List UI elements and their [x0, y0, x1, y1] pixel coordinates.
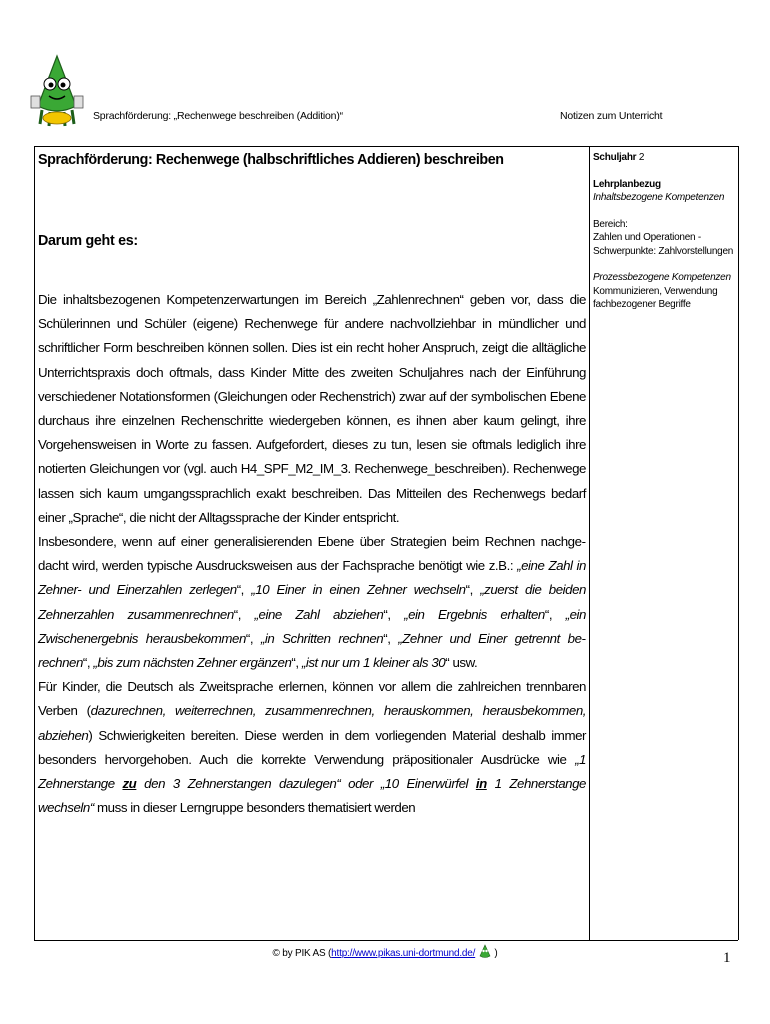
preposition-in: in — [475, 776, 487, 792]
schuljahr-value: 2 — [636, 152, 645, 163]
pikas-logo-icon — [28, 54, 86, 128]
prozess-heading: Prozessbezogene Kompetenzen — [593, 272, 731, 283]
sidebar-notes — [593, 151, 737, 312]
footer-copyright: © by PIK AS ( — [272, 948, 332, 959]
page-number: 1 — [723, 950, 731, 966]
running-header-title: Sprachförderung: „Rechenwege beschreiben (Addition)“ — [93, 110, 343, 122]
example-1: „1 Zehnerstange — [38, 751, 586, 792]
example-3: 1 Zehnerstange wechseln“ — [38, 776, 587, 816]
bereich-line-1: Zahlen und Operationen - — [593, 232, 701, 243]
phrase: „ist nur um 1 kleiner als 30 — [301, 655, 446, 671]
body-text — [38, 288, 586, 820]
paragraph-3-end: muss in dieser Lerngruppe besonders thematisiert werden — [93, 800, 416, 816]
schuljahr-label: Schuljahr — [593, 152, 637, 163]
paragraph-2: Insbesondere, wenn auf einer generalisierenden Ebene über Strategien beim Rechnen nachgedacht wird, werden typische Ausdrucksweisen aus der Fachsprache benötigt wie z.B.: „eine Zahl in Zehner- und Einerzahlen zerlegen“, „10 Einer in einen Zehner wechseln“, „zuerst die beiden Zehnerzahlen zusammenrechnen“, „eine Zahl abziehen“, „ein Ergebnis erhalten“, „ein Zwischenergebnis herausbekommen“, „in Schritten rechnen“, „Zehner und Einer getrennt berechnen“, „bis zum nächsten Zehner ergänzen“, „ist nur um 1 kleiner als 30“ usw. — [38, 534, 586, 671]
prozess-line-1: Kommunizieren, Verwendung — [593, 285, 718, 297]
table-column-divider — [589, 146, 590, 940]
paragraph-3-start: Für Kinder, die Deutsch als Zweitsprache erlernen, können vor allem die zahlreichen trennbaren Verben ( — [38, 679, 586, 719]
bereich-line-2: Schwerpunkte: Zahlvorstellungen — [593, 245, 734, 257]
phrase: „ein Zwischenergebnis herausbekommen — [38, 606, 586, 646]
phrase: „eine Zahl in Zehner- und Einerzahlen zerlegen — [38, 558, 586, 598]
pikas-link[interactable]: http://www.pikas.uni-dortmund.de/ — [331, 948, 476, 959]
paragraph-2-intro: Insbesondere, wenn auf einer generalisierenden Ebene über Strategien beim Rechnen nachgedacht wird, werden typische Ausdrucksweisen aus der Fachsprache benötigt wie z.B.: — [38, 534, 586, 574]
paragraph-3-middle: ) Schwierigkeiten bereiten. Diese werden in dem vorliegenden Material deshalb immer besonders hervorgehoben. Auch die korrekte Verwendung präpositionaler Ausdrücke wie — [38, 727, 586, 767]
phrase: „bis zum nächsten Zehner ergänzen — [93, 655, 292, 671]
table-top-border — [34, 146, 738, 147]
example-2: den 3 Zehnerstangen dazulegen“ oder „10 Einerwürfel — [136, 776, 476, 792]
page-footer — [0, 944, 770, 960]
lehrplan-heading: Lehrplanbezug — [593, 178, 661, 190]
phrase: „zuerst die beiden Zehnerzahlen zusammenrechnen — [38, 582, 586, 622]
prozess-line-2: fachbezogener Begriffe — [593, 299, 691, 310]
paragraph-1: Die inhaltsbezogenen Kompetenzerwartungen im Bereich „Zahlenrechnen“ geben vor, dass die Schülerinnen und Schüler (eigene) Rechenwege für andere nachvollziehbar in mündlicher und schriftlicher Form beschreiben können sollen. Dies ist ein recht hoher Anspruch, zeigt die alltägliche Unterrichtspraxis doch oftmals, dass Kinder Mitte des zweiten Schuljahres nach der Einführung verschiedener Notationsformen (Gleichungen oder Rechenstrich) zwar auf der symbolischen Ebene durchaus ihre einzelnen Rechenschritte wiedergeben können, es ihnen aber kaum gelingt, ihre Vorgehensweisen in Worte zu fassen. Aufgefordert, dieses zu tun, lesen sie oftmals lediglich ihre notierten Gleichungen vor (vgl. auch H4_SPF_M2_IM_3. Rechenwege_beschreiben). Rechenwege lassen sich kaum umgangssprachlich exakt beschreiben. Das Mitteilen des Rechenwegs bedarf einer „Sprache“, die nicht der Alltagssprache der Kinder entspricht. — [38, 292, 586, 525]
bereich-label: Bereich: — [593, 218, 628, 230]
section-heading: Darum geht es: — [38, 233, 138, 249]
inhalt-heading: Inhaltsbezogene Kompetenzen — [593, 192, 725, 203]
schuljahr — [593, 151, 737, 165]
phrase: „in Schritten rechnen — [260, 630, 384, 646]
paragraph-2-end: “ usw. — [445, 655, 478, 671]
phrase: „Zehner und Einer getrennt berechnen — [38, 630, 586, 671]
page-title: Sprachförderung: Rechenwege (halbschriftliches Addieren) beschreiben — [38, 152, 504, 168]
footer-suffix: ) — [491, 948, 498, 959]
table-right-border — [738, 146, 739, 940]
paragraph-3 — [38, 675, 586, 820]
table-bottom-border — [34, 940, 738, 941]
table-left-border — [34, 146, 35, 940]
phrase: „ein Ergebnis erhalten — [404, 606, 545, 622]
phrase: „eine Zahl abziehen — [254, 606, 384, 622]
pikas-mini-logo-icon — [478, 944, 492, 960]
phrase: „10 Einer in einen Zehner wechseln — [251, 582, 466, 598]
separable-verbs: dazurechnen, weiterrechnen, zusammenrechnen, herauskommen, herausbekommen, abziehen — [38, 703, 587, 743]
preposition-zu: zu — [122, 776, 137, 792]
running-header-notes: Notizen zum Unterricht — [560, 110, 663, 122]
